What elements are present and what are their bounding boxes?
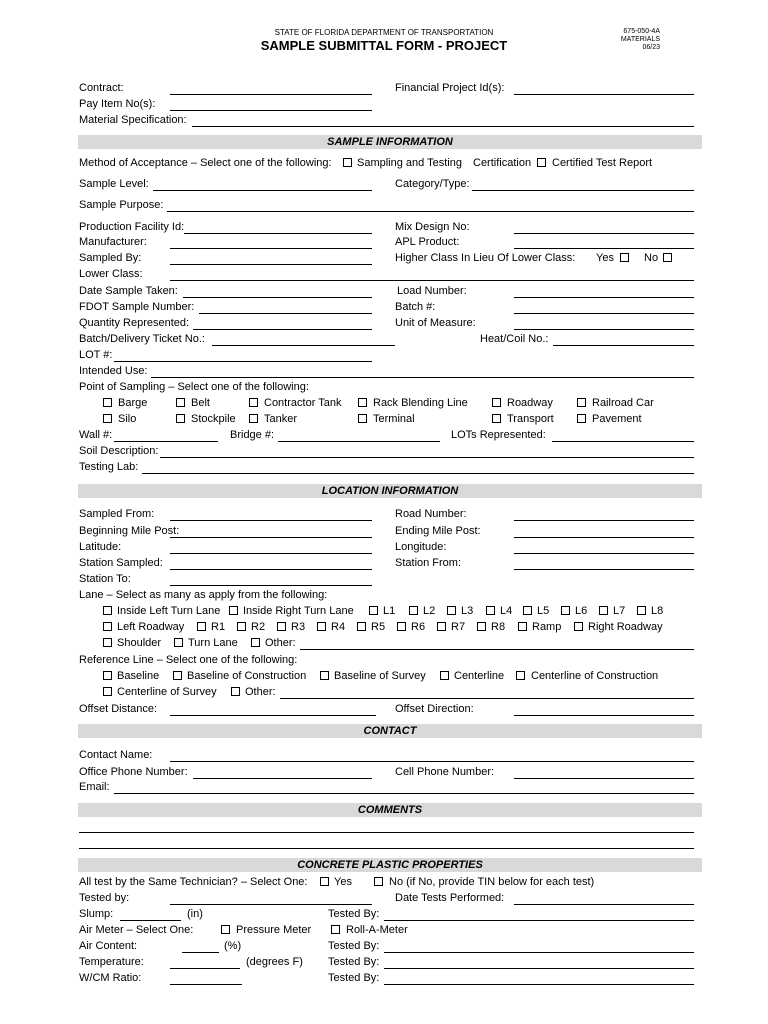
- production-facility-label: Production Facility Id:: [79, 221, 185, 233]
- sampled-by-field[interactable]: [170, 252, 372, 265]
- testing-lab-label: Testing Lab:: [79, 461, 139, 473]
- latitude-label: Latitude:: [79, 541, 122, 553]
- lane-r7-checkbox[interactable]: [437, 622, 446, 631]
- lane-turn-lane-label: Turn Lane: [188, 637, 238, 649]
- barge-label: Barge: [118, 397, 148, 409]
- lots-represented-field[interactable]: [552, 429, 694, 442]
- date-tests-label: Date Tests Performed:: [395, 892, 505, 904]
- lane-r5-label: R5: [371, 621, 386, 633]
- wcm-tested-by-label: Tested By:: [328, 972, 380, 984]
- lane-r1-checkbox[interactable]: [197, 622, 206, 631]
- roll-a-meter-checkbox[interactable]: [331, 925, 340, 934]
- temp-tested-by-field[interactable]: [384, 956, 694, 969]
- road-number-label: Road Number:: [395, 508, 467, 520]
- lane-r2-checkbox[interactable]: [237, 622, 246, 631]
- lane-r6-checkbox[interactable]: [397, 622, 406, 631]
- lane-l2-label: L2: [423, 605, 436, 617]
- intended-use-label: Intended Use:: [79, 365, 148, 377]
- roll-a-meter-label: Roll-A-Meter: [346, 924, 408, 936]
- same-tech-yes-checkbox[interactable]: [320, 877, 329, 886]
- lane-r6-label: R6: [411, 621, 426, 633]
- wcm-ratio-field[interactable]: [170, 972, 242, 985]
- ref-other-field[interactable]: [280, 686, 694, 699]
- air-tested-by-label: Tested By:: [328, 940, 380, 952]
- apl-product-label: APL Product:: [395, 236, 460, 248]
- temp-tested-by-label: Tested By:: [328, 956, 380, 968]
- apl-product-field[interactable]: [514, 236, 694, 249]
- pavement-label: Pavement: [592, 413, 642, 425]
- office-phone-label: Office Phone Number:: [79, 766, 188, 778]
- sample-level-field[interactable]: [153, 178, 372, 191]
- same-tech-no-checkbox[interactable]: [374, 877, 383, 886]
- sampling-testing-label: Sampling and Testing: [357, 157, 462, 169]
- lane-other-label: Other:: [265, 637, 296, 649]
- same-tech-no-label: No (if No, provide TIN below for each test): [389, 876, 595, 888]
- lane-r4-checkbox[interactable]: [317, 622, 326, 631]
- form-code: [580, 28, 660, 52]
- end-mile-field[interactable]: [514, 525, 694, 538]
- cell-phone-field[interactable]: [514, 766, 694, 779]
- ref-centerline-survey-checkbox[interactable]: [103, 687, 112, 696]
- category-type-label: Category/Type:: [395, 178, 470, 190]
- tested-by-field[interactable]: [170, 892, 372, 905]
- slump-field[interactable]: [120, 908, 181, 921]
- wcm-tested-by-field[interactable]: [384, 972, 694, 985]
- heat-coil-field[interactable]: [553, 333, 694, 346]
- terminal-label: Terminal: [373, 413, 415, 425]
- section-concrete-plastic-properties: CONCRETE PLASTIC PROPERTIES: [78, 858, 702, 872]
- lane-shoulder-label: Shoulder: [117, 637, 162, 649]
- batch-ticket-label: Batch/Delivery Ticket No.:: [79, 333, 205, 345]
- form-category: MATERIALS: [620, 36, 660, 43]
- lane-right-roadway-label: Right Roadway: [588, 621, 663, 633]
- stockpile-checkbox[interactable]: [176, 414, 185, 423]
- lane-l1-checkbox[interactable]: [369, 606, 378, 615]
- lane-l7-checkbox[interactable]: [599, 606, 608, 615]
- sampled-by-label: Sampled By:: [79, 252, 142, 264]
- reference-line-label: Reference Line – Select one of the following:: [79, 654, 298, 666]
- fdot-number-field[interactable]: [199, 301, 372, 314]
- lane-l1-label: L1: [383, 605, 396, 617]
- lot-field[interactable]: [114, 349, 372, 362]
- email-label: Email:: [79, 781, 110, 793]
- pay-item-field[interactable]: [170, 98, 372, 111]
- sampling-testing-checkbox[interactable]: [343, 158, 352, 167]
- comments-line-1[interactable]: [79, 832, 694, 833]
- lane-l2-checkbox[interactable]: [409, 606, 418, 615]
- bridge-label: Bridge #:: [230, 429, 275, 441]
- rack-blending-line-label: Rack Blending Line: [373, 397, 468, 409]
- section-location-information: LOCATION INFORMATION: [78, 484, 702, 498]
- lane-r2-label: R2: [251, 621, 266, 633]
- form-number: 675-050-4A: [623, 28, 660, 35]
- silo-checkbox[interactable]: [103, 414, 112, 423]
- certified-test-report-label: Certified Test Report: [552, 157, 653, 169]
- slump-label: Slump:: [79, 908, 114, 920]
- tanker-label: Tanker: [264, 413, 298, 425]
- railroad-car-label: Railroad Car: [592, 397, 654, 409]
- lane-inside-right-turn-label: Inside Right Turn Lane: [243, 605, 354, 617]
- higher-class-no-label: No: [644, 252, 659, 264]
- same-technician-label: All test by the Same Technician? – Select One:: [79, 876, 308, 888]
- lane-right-roadway-checkbox[interactable]: [574, 622, 583, 631]
- station-sampled-label: Station Sampled:: [79, 557, 163, 569]
- lane-shoulder-checkbox[interactable]: [103, 638, 112, 647]
- barge-checkbox[interactable]: [103, 398, 112, 407]
- form-revision: 06/23: [642, 44, 660, 51]
- slump-tested-by-field[interactable]: [384, 908, 694, 921]
- station-from-label: Station From:: [395, 557, 462, 569]
- ref-baseline-construction-label: Baseline of Construction: [187, 670, 307, 682]
- batch-field[interactable]: [514, 301, 694, 314]
- lane-other-field[interactable]: [300, 637, 694, 650]
- wall-label: Wall #:: [79, 429, 113, 441]
- stockpile-label: Stockpile: [191, 413, 236, 425]
- bridge-field[interactable]: [278, 429, 440, 442]
- offset-distance-field[interactable]: [170, 703, 376, 716]
- lane-l4-checkbox[interactable]: [486, 606, 495, 615]
- offset-direction-label: Offset Direction:: [395, 703, 474, 715]
- transport-checkbox[interactable]: [492, 414, 501, 423]
- silo-label: Silo: [118, 413, 137, 425]
- end-mile-label: Ending Mile Post:: [395, 525, 481, 537]
- ref-centerline-survey-label: Centerline of Survey: [117, 686, 217, 698]
- air-content-field[interactable]: [182, 940, 219, 953]
- ref-centerline-construction-label: Centerline of Construction: [531, 670, 659, 682]
- unit-measure-field[interactable]: [514, 317, 694, 330]
- latitude-field[interactable]: [170, 541, 372, 554]
- mix-design-label: Mix Design No:: [395, 221, 470, 233]
- higher-class-no-checkbox[interactable]: [663, 253, 672, 262]
- higher-class-yes-checkbox[interactable]: [620, 253, 629, 262]
- certification-label: Certification: [473, 157, 532, 169]
- lane-l8-label: L8: [651, 605, 664, 617]
- offset-distance-label: Offset Distance:: [79, 703, 158, 715]
- railroad-car-checkbox[interactable]: [577, 398, 586, 407]
- date-tests-field[interactable]: [514, 892, 694, 905]
- air-content-unit: (%): [224, 940, 242, 952]
- lane-l6-label: L6: [575, 605, 588, 617]
- ref-baseline-survey-checkbox[interactable]: [320, 671, 329, 680]
- contract-label: Contract:: [79, 82, 124, 94]
- fdot-number-label: FDOT Sample Number:: [79, 301, 195, 313]
- soil-description-field[interactable]: [160, 445, 694, 458]
- production-facility-field[interactable]: [184, 221, 372, 234]
- intended-use-field[interactable]: [151, 365, 694, 378]
- lane-l5-label: L5: [537, 605, 550, 617]
- terminal-checkbox[interactable]: [358, 414, 367, 423]
- lane-r3-checkbox[interactable]: [277, 622, 286, 631]
- transport-label: Transport: [507, 413, 554, 425]
- office-phone-field[interactable]: [193, 766, 372, 779]
- lane-l3-checkbox[interactable]: [447, 606, 456, 615]
- heat-coil-label: Heat/Coil No.:: [480, 333, 549, 345]
- material-spec-label: Material Specification:: [79, 114, 187, 126]
- lane-r8-label: R8: [491, 621, 506, 633]
- method-acceptance-label: Method of Acceptance – Select one of the following:: [79, 157, 332, 169]
- air-tested-by-field[interactable]: [384, 940, 694, 953]
- quantity-field[interactable]: [193, 317, 372, 330]
- lane-left-roadway-checkbox[interactable]: [103, 622, 112, 631]
- category-type-field[interactable]: [472, 178, 694, 191]
- quantity-label: Quantity Represented:: [79, 317, 190, 329]
- lane-l4-label: L4: [500, 605, 513, 617]
- air-content-label: Air Content:: [79, 940, 138, 952]
- lower-class-field[interactable]: [170, 268, 694, 281]
- certified-test-report-checkbox[interactable]: [537, 158, 546, 167]
- slump-unit: (in): [187, 908, 203, 920]
- section-comments: COMMENTS: [78, 803, 702, 817]
- rack-blending-line-checkbox[interactable]: [358, 398, 367, 407]
- lane-turn-lane-checkbox[interactable]: [174, 638, 183, 647]
- tanker-checkbox[interactable]: [249, 414, 258, 423]
- sampled-from-field[interactable]: [170, 508, 372, 521]
- longitude-field[interactable]: [514, 541, 694, 554]
- financial-project-field[interactable]: [514, 82, 694, 95]
- agency-name: STATE OF FLORIDA DEPARTMENT OF TRANSPORTATION: [274, 28, 494, 37]
- sample-purpose-field[interactable]: [167, 199, 694, 212]
- section-contact: CONTACT: [78, 724, 702, 738]
- begin-mile-label: Beginning Mile Post:: [79, 525, 180, 537]
- contract-field[interactable]: [170, 82, 372, 95]
- ref-baseline-construction-checkbox[interactable]: [173, 671, 182, 680]
- sample-level-label: Sample Level:: [79, 178, 149, 190]
- date-taken-field[interactable]: [183, 285, 372, 298]
- belt-label: Belt: [191, 397, 210, 409]
- pressure-meter-checkbox[interactable]: [221, 925, 230, 934]
- ref-baseline-checkbox[interactable]: [103, 671, 112, 680]
- same-tech-yes-label: Yes: [334, 876, 352, 888]
- begin-mile-field[interactable]: [170, 525, 372, 538]
- lane-ramp-label: Ramp: [532, 621, 562, 633]
- lots-represented-label: LOTs Represented:: [451, 429, 546, 441]
- lane-l3-label: L3: [461, 605, 474, 617]
- pay-item-label: Pay Item No(s):: [79, 98, 156, 110]
- road-number-field[interactable]: [514, 508, 694, 521]
- contact-name-label: Contact Name:: [79, 749, 153, 761]
- ref-baseline-label: Baseline: [117, 670, 160, 682]
- section-sample-information: SAMPLE INFORMATION: [78, 135, 702, 149]
- pavement-checkbox[interactable]: [577, 414, 586, 423]
- lane-l8-checkbox[interactable]: [637, 606, 646, 615]
- testing-lab-field[interactable]: [142, 461, 694, 474]
- belt-checkbox[interactable]: [176, 398, 185, 407]
- material-spec-field[interactable]: [192, 114, 694, 127]
- lane-other-checkbox[interactable]: [251, 638, 260, 647]
- ref-other-checkbox[interactable]: [231, 687, 240, 696]
- ref-other-label: Other:: [245, 686, 276, 698]
- higher-class-yes-label: Yes: [596, 252, 614, 264]
- lane-inside-right-turn-checkbox[interactable]: [229, 606, 238, 615]
- email-field[interactable]: [114, 781, 694, 794]
- contact-name-field[interactable]: [170, 749, 694, 762]
- soil-description-label: Soil Description:: [79, 445, 159, 457]
- form-title: SAMPLE SUBMITTAL FORM - PROJECT: [260, 38, 508, 53]
- point-sampling-label: Point of Sampling – Select one of the following:: [79, 381, 309, 393]
- ref-baseline-survey-label: Baseline of Survey: [334, 670, 426, 682]
- contractor-tank-label: Contractor Tank: [264, 397, 342, 409]
- temperature-unit: (degrees F): [246, 956, 303, 968]
- station-to-label: Station To:: [79, 573, 131, 585]
- pressure-meter-label: Pressure Meter: [236, 924, 312, 936]
- manufacturer-label: Manufacturer:: [79, 236, 147, 248]
- air-meter-label: Air Meter – Select One:: [79, 924, 194, 936]
- cell-phone-label: Cell Phone Number:: [395, 766, 495, 778]
- lane-l5-checkbox[interactable]: [523, 606, 532, 615]
- manufacturer-field[interactable]: [170, 236, 372, 249]
- sampled-from-label: Sampled From:: [79, 508, 155, 520]
- batch-ticket-field[interactable]: [212, 333, 395, 346]
- lane-label: Lane – Select as many as apply from the following:: [79, 589, 328, 601]
- higher-class-label: Higher Class In Lieu Of Lower Class:: [395, 252, 576, 264]
- station-from-field[interactable]: [514, 557, 694, 570]
- financial-project-label: Financial Project Id(s):: [395, 82, 505, 94]
- ref-centerline-label: Centerline: [454, 670, 505, 682]
- lane-r8-checkbox[interactable]: [477, 622, 486, 631]
- batch-label: Batch #:: [395, 301, 436, 313]
- lane-l7-label: L7: [613, 605, 626, 617]
- date-taken-label: Date Sample Taken:: [79, 285, 178, 297]
- temperature-label: Temperature:: [79, 956, 144, 968]
- tested-by-label: Tested by:: [79, 892, 130, 904]
- lane-left-roadway-label: Left Roadway: [117, 621, 185, 633]
- longitude-label: Longitude:: [395, 541, 447, 553]
- lane-r4-label: R4: [331, 621, 346, 633]
- offset-direction-field[interactable]: [514, 703, 694, 716]
- lane-r7-label: R7: [451, 621, 466, 633]
- ref-centerline-construction-checkbox[interactable]: [516, 671, 525, 680]
- load-number-label: Load Number:: [397, 285, 467, 297]
- load-number-field[interactable]: [514, 285, 694, 298]
- contractor-tank-checkbox[interactable]: [249, 398, 258, 407]
- lane-l6-checkbox[interactable]: [561, 606, 570, 615]
- lane-r5-checkbox[interactable]: [357, 622, 366, 631]
- lane-ramp-checkbox[interactable]: [518, 622, 527, 631]
- ref-centerline-checkbox[interactable]: [440, 671, 449, 680]
- lower-class-label: Lower Class:: [79, 268, 143, 280]
- slump-tested-by-label: Tested By:: [328, 908, 380, 920]
- roadway-label: Roadway: [507, 397, 553, 409]
- lot-label: LOT #:: [79, 349, 113, 361]
- sample-purpose-label: Sample Purpose:: [79, 199, 164, 211]
- roadway-checkbox[interactable]: [492, 398, 501, 407]
- lane-inside-left-turn-checkbox[interactable]: [103, 606, 112, 615]
- lane-r3-label: R3: [291, 621, 306, 633]
- wcm-ratio-label: W/CM Ratio:: [79, 972, 142, 984]
- station-sampled-field[interactable]: [170, 557, 372, 570]
- station-to-field[interactable]: [170, 573, 372, 586]
- wall-field[interactable]: [114, 429, 218, 442]
- temperature-field[interactable]: [170, 956, 240, 969]
- comments-line-2[interactable]: [79, 848, 694, 849]
- unit-measure-label: Unit of Measure:: [395, 317, 476, 329]
- lane-r1-label: R1: [211, 621, 226, 633]
- lane-inside-left-turn-label: Inside Left Turn Lane: [117, 605, 221, 617]
- mix-design-field[interactable]: [514, 221, 694, 234]
